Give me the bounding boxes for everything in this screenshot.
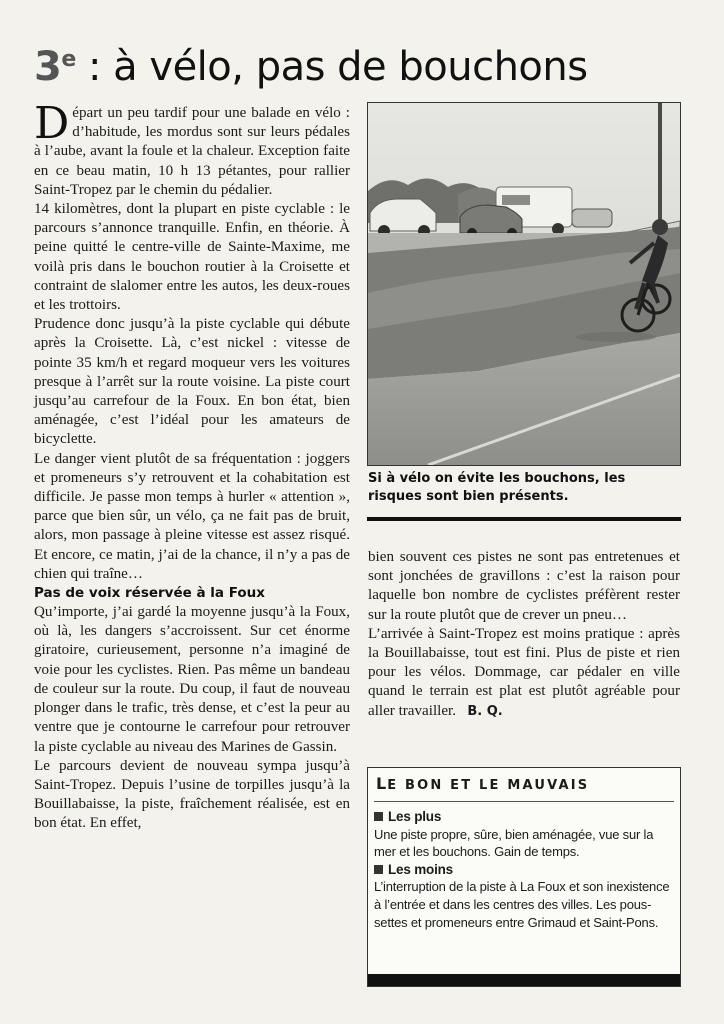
plus-label-text: Les plus <box>388 809 442 824</box>
paragraph: Qu’importe, j’ai gardé la moyenne jusqu’à la Foux, où là, les dangers s’accroissent. Sur cet énorme giratoire, curieusement, personne n’a imaginé de voie pour les cyclistes. Rien. Pas même un bandeau de couleur sur la route. Du coup, il faut de nouveau plonger dans le trafic, très dense, et c’est la peur au ventre que je contourne le carrefour pour retrouver la piste cyclable au niveau des Marines de Gassin. <box>34 604 350 755</box>
photo-caption: Si à vélo on évite les bouchons, les risques sont bien présents. <box>368 471 626 504</box>
minus-label <box>374 861 674 879</box>
minus-text: L’interruption de la piste à La Foux et son inexistence à l’entrée et dans les centres des villes. Les poussettes et promeneurs entre Grimaud et Saint-Pons. <box>374 879 670 930</box>
paragraph-text: épart un peu tardif pour une balade en vélo : d’habitude, les mordus sont sur leurs pédales à l’aube, avant la foule et la chaleur. Exception faite en ce beau matin, 10 h 13 pétantes, pour rallier Saint-Tropez par le chemin du pédalier. <box>34 105 350 198</box>
box-title-rest: E BON ET LE MAUVAIS <box>387 778 590 793</box>
box-title-initial: L <box>376 774 388 793</box>
paragraph: Prudence donc jusqu’à la piste cyclable qui débute après la Croisette. Là, c’est nickel : vitesse de pointe 35 km/h et regard moqueur vers les voitures presque à l’arrêt sur la route voisine. La piste court jusqu’au carrefour de la Foux. En bon état, bien aménagée, c’est l’idéal pour les amateurs de bicyclette. <box>34 316 350 448</box>
cyclist-photo <box>367 102 681 466</box>
box-bottom-bar <box>368 974 680 986</box>
cyclist-photo-illustration <box>368 103 680 465</box>
plus-label <box>374 808 674 826</box>
headline-text: : à vélo, pas de bouchons <box>75 44 588 90</box>
drop-cap: D <box>34 98 70 149</box>
box-divider <box>374 801 674 802</box>
headline-superscript: e <box>61 47 76 72</box>
left-column <box>34 98 350 834</box>
bullet-square-icon <box>374 812 383 821</box>
bullet-square-icon <box>374 865 383 874</box>
pros-cons-box <box>367 767 681 987</box>
paragraph-text: L’arrivée à Saint-Tropez est moins pratique : après la Bouillabaisse, tout est fini. Plus de piste et rien pour les vélos. Dommage, car pédaler en ville quand le terrain est plat est plutôt agréable pour aller travailler. <box>368 625 680 719</box>
box-body <box>374 808 674 931</box>
box-title <box>368 768 680 796</box>
headline <box>34 34 674 90</box>
right-column <box>368 548 680 721</box>
paragraph: Le danger vient plutôt de sa fréquentation : joggers et promeneurs s’y retrouvent et la cohabitation est difficile. Je passe mon temps à hurler « attention », parce que bien sûr, un vélo, ça ne fait pas de bruit, alors, mon passage à pleine vitesse est assez risqué. Et encore, ce matin, j’ai de la chance, il n’y a pas de chien qui traîne… <box>34 450 350 582</box>
minus-label-text: Les moins <box>388 861 453 877</box>
paragraph: bien souvent ces pistes ne sont pas entretenues et sont jonchées de gravillons : c’est la raison pour laquelle bon nombre de cyclistes préfèrent rester sur la route plutôt que de crever un pneu… <box>368 549 680 623</box>
paragraph: 14 kilomètres, dont la plupart en piste cyclable : le parcours s’annonce tranquille. Enfin, en théorie. À peine quitté le centre-ville de Sainte-Maxime, me voilà pris dans le bouchon routier à la Croisette et contraint de slalomer entre les autos, les deux-roues et les trottoirs. <box>34 201 350 314</box>
caption-rule <box>367 517 681 521</box>
paragraph <box>368 625 680 721</box>
paragraph <box>34 98 350 200</box>
headline-number: 3 <box>34 44 62 90</box>
plus-text: Une piste propre, sûre, bien aménagée, vue sur la mer et les bouchons. Gain de temps. <box>374 826 654 860</box>
section-subhead: Pas de voix réservée à la Foux <box>34 585 265 602</box>
author-signature: B. Q. <box>467 703 503 719</box>
paragraph: Le parcours devient de nouveau sympa jusqu’à Saint-Tropez. Depuis l’usine de torpilles jusqu’à la Bouillabaisse, la piste, fraîchement réalisée, est en bon état. En effet, <box>34 757 350 832</box>
